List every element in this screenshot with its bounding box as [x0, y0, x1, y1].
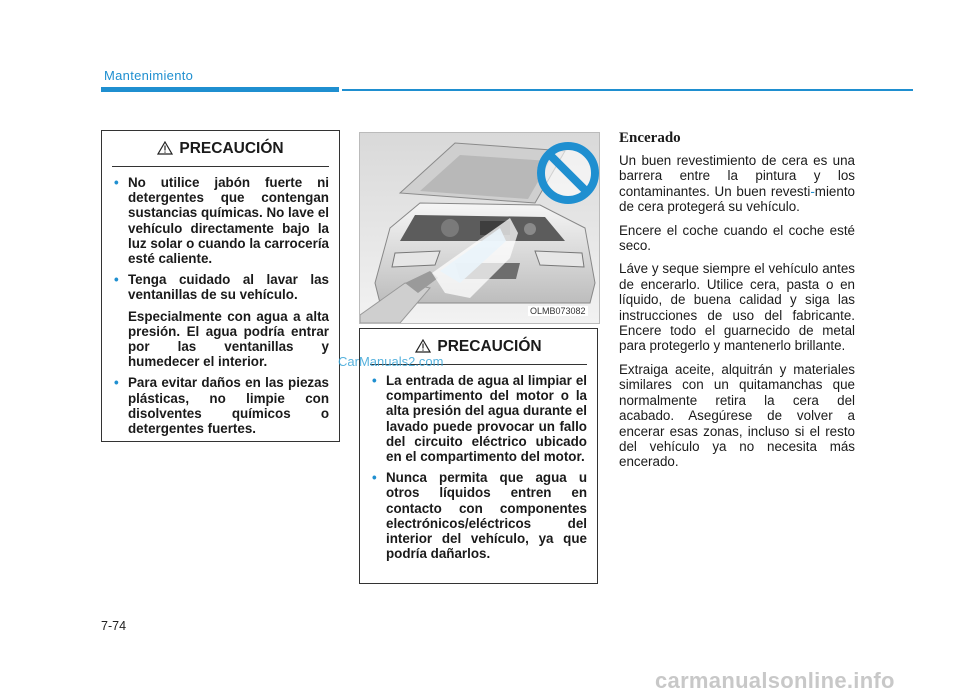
caution-header	[102, 131, 339, 166]
bullet-icon: •	[114, 375, 119, 391]
caution-list	[360, 365, 597, 575]
bullet-icon: •	[372, 470, 377, 486]
hyphen-mark: -	[810, 183, 815, 199]
waxing-section	[619, 130, 855, 478]
waxing-paragraph-2: Encere el coche cuando el coche esté seco.	[619, 222, 855, 254]
prohibited-icon	[537, 142, 599, 204]
bullet-icon: •	[372, 373, 377, 388]
waxing-paragraph-1	[619, 153, 855, 215]
footer-watermark: carmanualsonline.info	[655, 668, 895, 693]
caution-item-text: Tenga cuidado al lavar las ventanillas de su vehículo.	[128, 272, 329, 303]
caution-item	[372, 373, 587, 464]
engine-wash-illustration	[359, 132, 600, 324]
caution-item	[372, 470, 587, 561]
watermark: CarManuals2.com	[338, 354, 444, 369]
caution-item-extra: Especialmente con agua a alta presión. El agua podría entrar por las ventanillas y humedecer el interior.	[128, 308, 329, 370]
paragraph-text: Un buen revestimiento de cera es una barrera entre la pintura y los contaminantes. Un buen revesti	[619, 153, 855, 199]
figure-code: OLMB073082	[530, 306, 586, 316]
caution-box-left	[101, 130, 340, 442]
caution-title: PRECAUCIÓN	[437, 338, 542, 355]
caution-item	[114, 375, 329, 436]
warning-triangle-icon	[415, 339, 431, 353]
caution-item-text: No utilice jabón fuerte ni detergentes que contengan sustancias químicas. No lave el vehículo directamente bajo la luz solar o cuando la carrocería esté caliente.	[128, 175, 329, 267]
bullet-icon: •	[114, 175, 119, 190]
waxing-paragraph-4: Extraiga aceite, alquitrán y materiales similares con un quitamanchas que normalmente retira la cera del acabado. Asegúrese de volver a encerar esas zonas, incluso si el resto del vehículo ya no necesita más encerado.	[619, 361, 855, 470]
warning-triangle-icon	[157, 141, 173, 155]
bullet-icon: •	[114, 272, 119, 288]
section-title: Mantenimiento	[104, 68, 194, 83]
caution-item-text: La entrada de agua al limpiar el compartimento del motor o la alta presión del agua durante el lavado puede provocar un fallo del circuito eléctrico ubicado en el compartimento del motor.	[386, 373, 587, 465]
page-number: 7-74	[101, 619, 127, 633]
caution-title: PRECAUCIÓN	[179, 140, 284, 157]
caution-item	[114, 175, 329, 266]
header-rule	[342, 89, 913, 91]
paragraph-text: miento de cera protegerá su vehículo.	[619, 183, 855, 215]
header-accent-bar	[101, 87, 339, 92]
waxing-paragraph-3: Láve y seque siempre el vehículo antes de encerarlo. Utilice cera, pasta o en líquido, de buena calidad y siga las instrucciones de uso del fabricante. Encere todo el guarnecido de metal para protegerlo y mantenerlo brillante.	[619, 261, 855, 354]
caution-list	[102, 167, 339, 450]
caution-item-text: Para evitar daños en las piezas plásticas, no limpie con disolventes químicos o detergentes fuertes.	[128, 375, 329, 437]
caution-item-text: Nunca permita que agua u otros líquidos entren en contacto con componentes electrónicos/eléctricos del interior del vehículo, ya que podría dañarlos.	[386, 470, 587, 562]
caution-item	[114, 272, 329, 369]
section-heading: Encerado	[619, 130, 681, 146]
